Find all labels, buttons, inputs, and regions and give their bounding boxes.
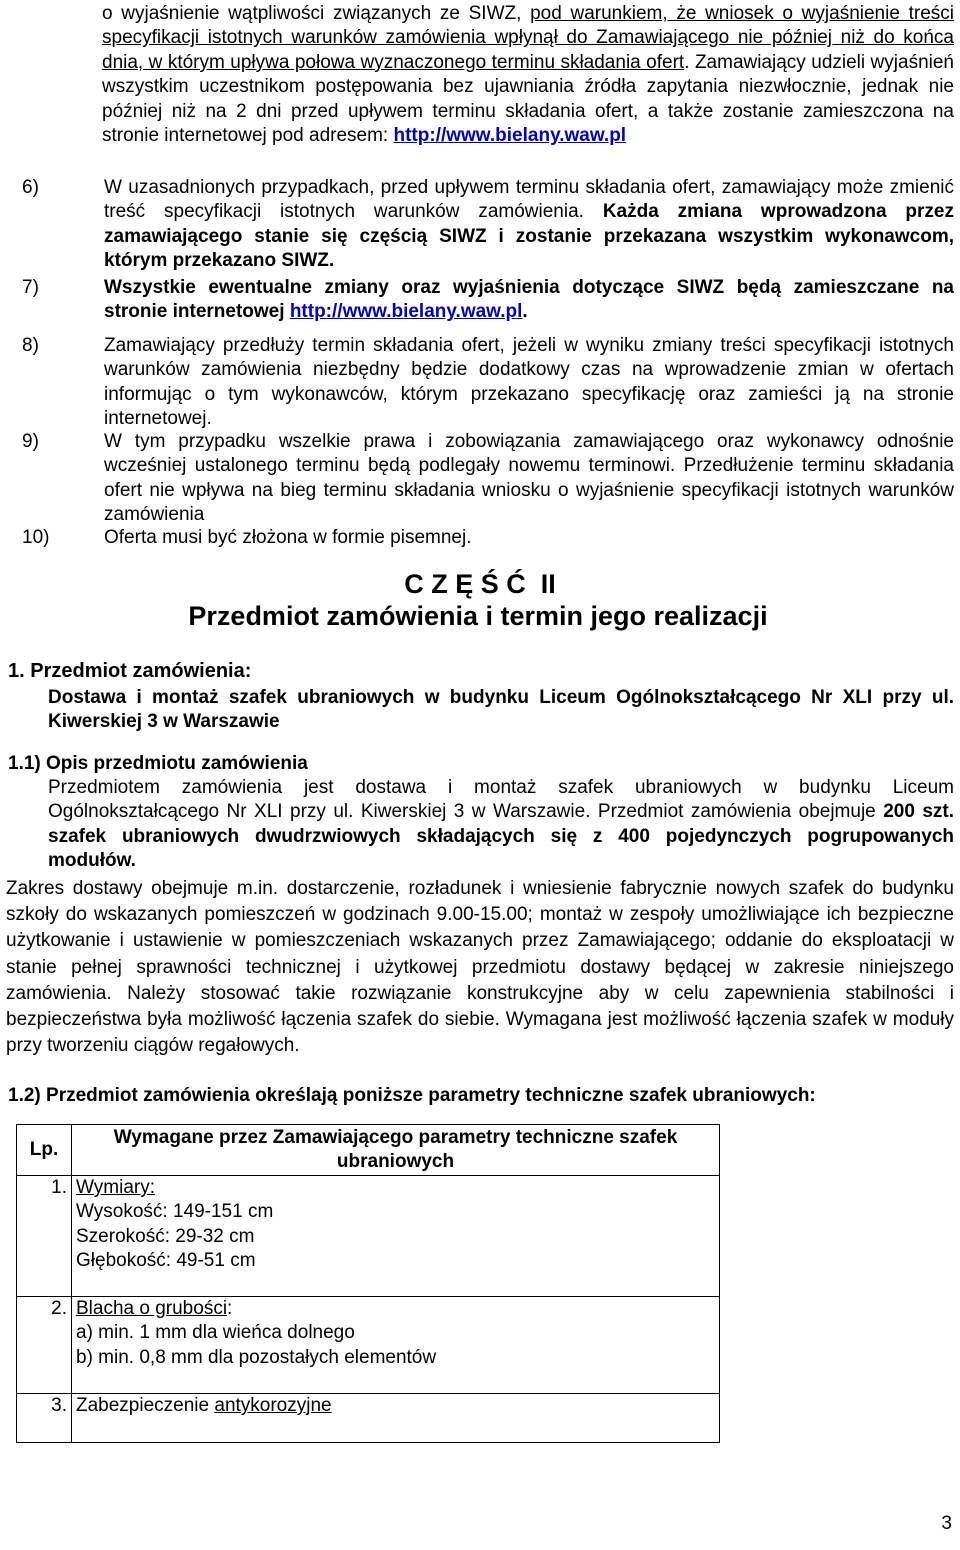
row-number: 3.	[17, 1394, 72, 1443]
parameters-heading: 1.2) Przedmiot zamówienia określają poniższe parametry techniczne szafek ubraniowych:	[8, 1085, 816, 1106]
table-row	[17, 1176, 720, 1297]
list-item-text: Oferta musi być złożona w formie pisemnej.	[104, 527, 472, 548]
description-text: Przedmiotem zamówienia jest dostawa i montaż szafek ubraniowych w budynku Liceum Ogólnokształcącego Nr XLI przy ul. Kiwerskiej 3 w Warszawie. Przedmiot zamówienia obejmuje	[48, 777, 954, 823]
page-number: 3	[941, 1513, 952, 1534]
row-content	[72, 1297, 720, 1394]
row-title: Blacha o grubości	[76, 1298, 228, 1319]
row-title: Wymiary:	[76, 1177, 155, 1198]
bielany-link[interactable]: http://www.bielany.waw.pl	[393, 125, 627, 147]
row-title: antykorozyjne	[214, 1395, 332, 1416]
column-header-lp: Lp.	[17, 1125, 72, 1176]
list-item-number: 8)	[22, 335, 39, 356]
list-item-bold-text: Każda zmiana wprowadzona przez zamawiającego stanie się częścią SIWZ i zostanie przekazana wszystkim wykonawcom, którym przekazano SIWZ.	[104, 201, 954, 272]
list-item-number: 10)	[22, 527, 50, 548]
row-title-rest: :	[227, 1298, 233, 1319]
row-number: 2.	[17, 1297, 72, 1394]
row-content	[72, 1176, 720, 1297]
intro-text-start: o wyjaśnienie wątpliwości związanych ze SIWZ,	[102, 3, 531, 24]
subject-heading: 1. Przedmiot zamówienia:	[8, 660, 252, 682]
intro-underlined-text: pod warunkiem, że wniosek o wyjaśnienie treści specyfikacji istotnych warunków zamówienia wpłynął do Zamawiającego nie później niż do końca dnia, w którym upływa połowa wyznaczonego terminu składania ofert	[102, 3, 954, 73]
list-item-8	[22, 334, 954, 432]
list-item-9	[22, 430, 954, 528]
list-item-number: 6)	[22, 177, 39, 198]
list-item-text: W tym przypadku wszelkie prawa i zobowiązania zamawiającego oraz wykonawcy odnośnie wcześniej ustalonego terminu będą podlegały nowemu terminowi. Przedłużenie terminu składania ofert nie wpływa na bieg terminu składania wniosku o wyjaśnienie specyfikacji istotnych warunków zamówienia	[104, 431, 954, 526]
column-header-parameters: Wymagane przez Zamawiającego parametry techniczne szafek ubraniowych	[72, 1125, 720, 1176]
list-item-7	[22, 276, 954, 325]
list-item-text: Zamawiający przedłuży termin składania ofert, jeżeli w wyniku zmiany treści specyfikacji istotnych warunków zamówienia niezbędny będzie dodatkowy czas na wprowadzenie zmian w ofertach informując o tym wykonawców, którym przekazano specyfikację oraz zamieści ją na stronie internetowej.	[104, 335, 954, 430]
section-part-heading: C Z Ę Ś Ć II	[404, 569, 556, 599]
table-row	[17, 1297, 720, 1394]
list-item-punct: .	[522, 301, 528, 323]
list-item-bold-text: Wszystkie ewentualne zmiany oraz wyjaśnienia dotyczące SIWZ będą zamieszczane na stronie internetowej	[104, 277, 954, 323]
intro-punct: .	[684, 51, 695, 73]
description-heading: 1.1) Opis przedmiotu zamówienia	[8, 753, 308, 774]
list-item-number: 9)	[22, 431, 39, 452]
row-line: Wysokość: 149-151 cm	[76, 1201, 274, 1223]
intro-rest-text: Zamawiający udzieli wyjaśnień wszystkim uczestnikom postępowania bez ujawniania źródła zapytania niezwłocznie, jednak nie później niż na 2 dni przed upływem terminu składania ofert, a także zostanie zamieszczona na stronie internetowej pod adresem:	[102, 51, 954, 147]
row-title-plain: Zabezpieczenie	[76, 1395, 215, 1416]
intro-paragraph	[102, 2, 954, 148]
list-item-number: 7)	[22, 277, 39, 298]
section-title: Przedmiot zamówienia i termin jego realizacji	[188, 601, 768, 631]
list-item-6	[22, 176, 954, 274]
scope-paragraph: Zakres dostawy obejmuje m.in. dostarczenie, rozładunek i wniesienie fabrycznie nowych szafek do budynku szkoły do wskazanych pomieszczeń w godzinach 9.00-15.00; montaż w zespoły umożliwiające ich bezpieczne użytkowanie i ustawienie w pomieszczeniach wskazanych przez Zamawiającego; oddanie do eksploatacji w stanie pełnej sprawności technicznej i użytkowej przedmiotu dostawy będącej w zakresie niniejszego zamówienia. Należy stosować takie rozwiązanie konstrukcyjne aby w celu zapewnienia stabilności i bezpieczeństwa była możliwość łączenia szafek do siebie. Wymagana jest możliwość łączenia szafek w moduły przy tworzeniu ciągów regałowych.	[6, 878, 954, 1057]
description-bold-text: 200 szt. szafek ubraniowych dwudrzwiowych składających się z 400 pojedynczych pogrupowanych modułów.	[48, 801, 955, 872]
row-line: a) min. 1 mm dla wieńca dolnego	[76, 1322, 355, 1344]
row-line: Szerokość: 29-32 cm	[76, 1225, 255, 1247]
row-number: 1.	[17, 1176, 72, 1297]
description-paragraph	[48, 776, 954, 874]
row-line: b) min. 0,8 mm dla pozostałych elementów	[76, 1346, 437, 1368]
table-header-row	[17, 1125, 720, 1176]
table-row	[17, 1394, 720, 1443]
row-line: Głębokość: 49-51 cm	[76, 1250, 256, 1272]
list-item-text: W uzasadnionych przypadkach, przed upływem terminu składania ofert, zamawiający może zmienić treść specyfikacji istotnych warunków zamówienia.	[104, 177, 954, 223]
row-content	[72, 1394, 720, 1443]
list-item-10	[22, 526, 954, 550]
parameters-table	[16, 1124, 720, 1443]
subject-text: Dostawa i montaż szafek ubraniowych w budynku Liceum Ogólnokształcącego Nr XLI przy ul. Kiwerskiej 3 w Warszawie	[48, 687, 954, 733]
bielany-link[interactable]: http://www.bielany.waw.pl	[289, 301, 523, 323]
